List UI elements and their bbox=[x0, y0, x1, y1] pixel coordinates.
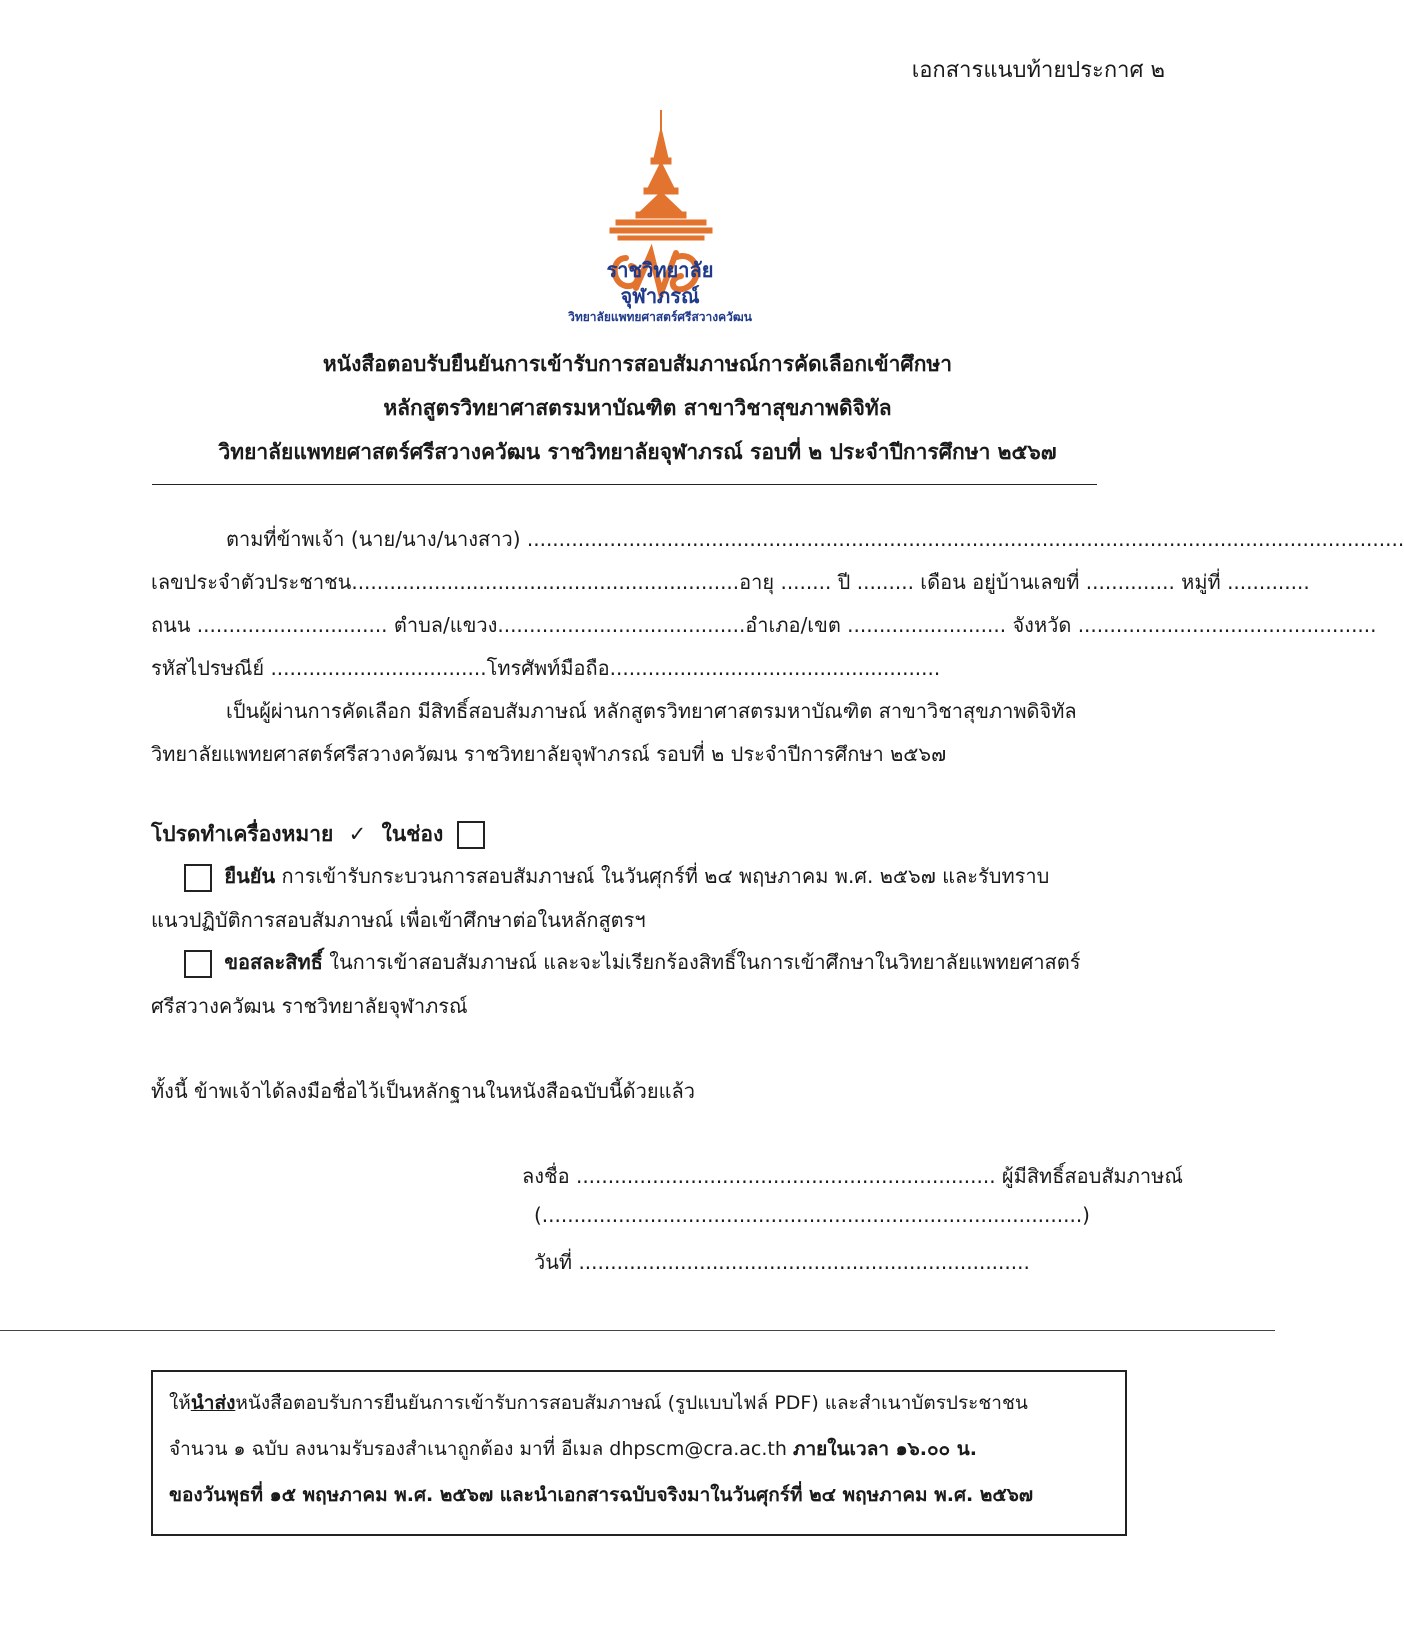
waive-label: ขอสละสิทธิ์ bbox=[224, 950, 323, 974]
logo-text-line3: วิทยาลัยแพทยศาสตร์ศรีสวางควัฒน bbox=[568, 310, 752, 324]
confirm-text1: การเข้ารับกระบวนการสอบสัมภาษณ์ ในวันศุกร์ที่ ๒๔ พฤษภาคม พ.ศ. ๒๕๖๗ และรับทราบ bbox=[281, 864, 1050, 888]
title-line3: วิทยาลัยแพทยศาสตร์ศรีสวางควัฒน ราชวิทยาลัยจุฬาภรณ์ รอบที่ ๒ ประจำปีการศึกษา ๒๕๖๗ bbox=[218, 440, 1057, 464]
instruction-line bbox=[151, 818, 485, 851]
notice-prefix: ให้ bbox=[169, 1392, 191, 1414]
notice-line3: ของวันพุธที่ ๑๕ พฤษภาคม พ.ศ. ๒๕๖๗ และนำเอกสารฉบับจริงมาในวันศุกร์ที่ ๒๔ พฤษภาคม พ.ศ. ๒๕๖๗ bbox=[169, 1484, 1034, 1506]
notice-submit-keyword: นำส่ง bbox=[190, 1392, 236, 1414]
waive-text2: ศรีสวางควัฒน ราชวิทยาลัยจุฬาภรณ์ bbox=[151, 994, 468, 1018]
form-qualified-line2: วิทยาลัยแพทยศาสตร์ศรีสวางควัฒน ราชวิทยาลัยจุฬาภรณ์ รอบที่ ๒ ประจำปีการศึกษา ๒๕๖๗ bbox=[151, 742, 947, 766]
notice-line2 bbox=[169, 1434, 977, 1464]
instruction-prefix: โปรดทำเครื่องหมาย bbox=[151, 822, 334, 846]
form-postcode-line: รหัสไปรษณีย์ ..................................โทรศัพท์มือถือ.................................................... bbox=[151, 656, 941, 680]
waive-text1: ในการเข้าสอบสัมภาษณ์ และจะไม่เรียกร้องสิทธิ์ในการเข้าศึกษาในวิทยาลัยแพทยศาสตร์ bbox=[329, 950, 1081, 974]
instruction-suffix: ในช่อง bbox=[381, 822, 444, 846]
title-line1: หนังสือตอบรับยืนยันการเข้ารับการสอบสัมภาษณ์การคัดเลือกเข้าศึกษา bbox=[322, 352, 953, 376]
notice-box bbox=[151, 1370, 1127, 1536]
notice-line1 bbox=[169, 1388, 1028, 1418]
form-qualified-line1: เป็นผู้ผ่านการคัดเลือก มีสิทธิ์สอบสัมภาษณ์ หลักสูตรวิทยาศาสตรมหาบัณฑิต สาขาวิชาสุขภาพดิจิทัล bbox=[226, 699, 1077, 723]
signature-name-line: (.....................................................................................) bbox=[534, 1203, 1090, 1227]
signature-line: ลงชื่อ .................................................................. ผู้มีสิทธิ์สอบสัมภาษณ์ bbox=[522, 1164, 1183, 1188]
title-divider bbox=[152, 484, 1097, 485]
signature-date-line: วันที่ ....................................................................... bbox=[534, 1250, 1030, 1274]
notice-line2-pre: จำนวน ๑ ฉบับ ลงนามรับรองสำเนาถูกต้อง มาที่ อีเมล dhpscm@cra.ac.th bbox=[169, 1438, 793, 1460]
logo-text-line1: ราชวิทยาลัย bbox=[606, 258, 714, 282]
form-name-line: ตามที่ข้าพเจ้า (นาย/นาง/นางสาว) .......................................................................................................................................... bbox=[226, 527, 1404, 551]
logo-text-line2: จุฬาภรณ์ bbox=[620, 284, 700, 308]
confirm-label: ยืนยัน bbox=[224, 864, 276, 888]
option-waive bbox=[184, 946, 1081, 978]
form-address-line: ถนน .............................. ตำบล/แขวง.......................................อำเภอ/เขต ......................... จังหวัด ............................................... bbox=[151, 613, 1377, 637]
title-line2: หลักสูตรวิทยาศาสตรมหาบัณฑิต สาขาวิชาสุขภาพดิจิทัล bbox=[383, 396, 892, 420]
waive-checkbox[interactable] bbox=[184, 950, 212, 978]
sample-checkbox bbox=[457, 821, 485, 849]
confirm-text2: แนวปฏิบัติการสอบสัมภาษณ์ เพื่อเข้าศึกษาต่อในหลักสูตรฯ bbox=[151, 908, 646, 932]
page-divider bbox=[0, 1330, 1275, 1331]
form-id-line: เลขประจำตัวประชาชน.............................................................อายุ ........ ปี ......... เดือน อยู่บ้านเลขที่ .............. หมู่ที่ ............. bbox=[151, 570, 1310, 594]
check-mark-icon: ✓ bbox=[348, 822, 367, 846]
attachment-label: เอกสารแนบท้ายประกาศ ๒ bbox=[911, 58, 1165, 83]
confirm-checkbox[interactable] bbox=[184, 864, 212, 892]
notice-deadline: ภายในเวลา ๑๖.๐๐ น. bbox=[792, 1438, 977, 1460]
closing-statement: ทั้งนี้ ข้าพเจ้าได้ลงมือชื่อไว้เป็นหลักฐานในหนังสือฉบับนี้ด้วยแล้ว bbox=[151, 1079, 695, 1103]
notice-line1-rest: หนังสือตอบรับการยืนยันการเข้ารับการสอบสัมภาษณ์ (รูปแบบไฟล์ PDF) และสำเนาบัตรประชาชน bbox=[235, 1392, 1028, 1414]
option-confirm bbox=[184, 860, 1049, 892]
